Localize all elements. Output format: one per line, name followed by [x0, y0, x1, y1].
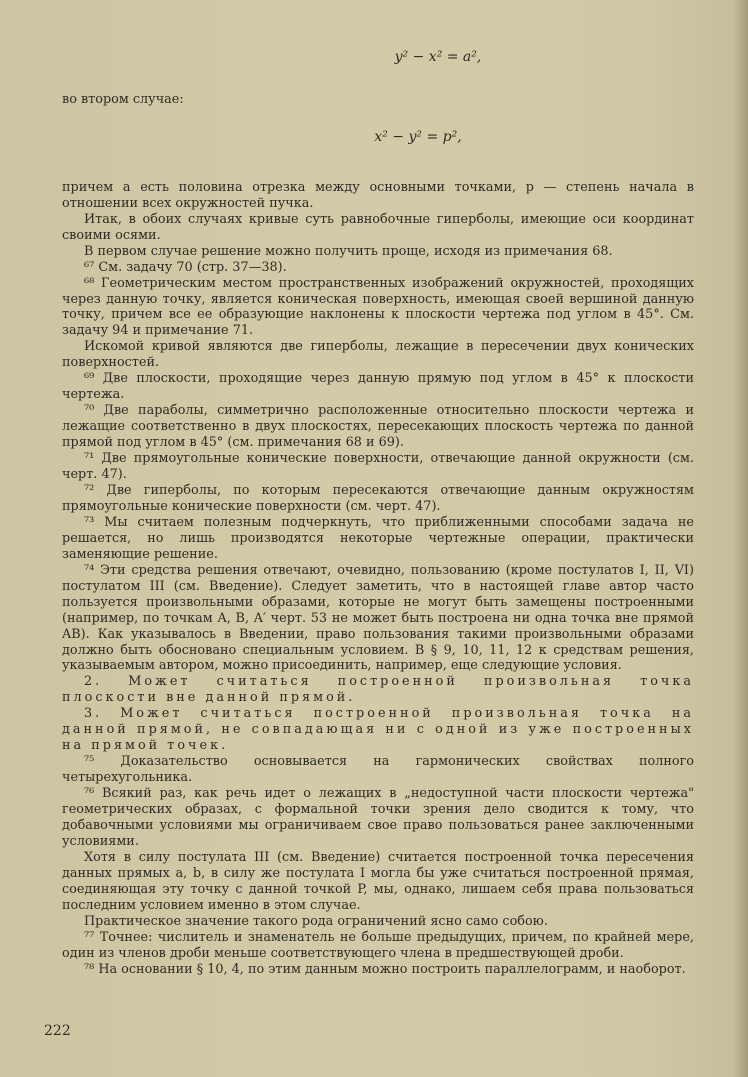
condition-2: 2. Может считаться построенной произвольная точка плоскости вне данной прямой.: [62, 674, 694, 706]
footnote-74: ⁷⁴ Эти средства решения отвечают, очевидно, пользованию (кроме постулатов I, II, VI) постулатом III (см. Введение). Следует заметить, что в настоящей главе автор часто пользуется произвольными образами, которые не могут быть замещены построенными (например, по точкам A, B, A′ черт. 53 не может быть построена ни одна точка вне прямой AB). Как указывалось в Введении, право пользования такими произвольными образами должно быть обосновано специальным условием. В § 9, 10, 11, 12 к средствам решения, указываемым автором, можно присоединить, например, еще следующие условия.: [62, 562, 694, 674]
page-text: [62, 44, 694, 978]
formula-second-case: x² − y² = p²,: [374, 128, 462, 145]
footnote-77: ⁷⁷ Точнее: числитель и знаменатель не больше предыдущих, причем, по крайней мере, один из членов дроби меньше соответствующего члена в предшествующей дроби.: [62, 929, 694, 961]
paragraph: Итак, в обоих случаях кривые суть равнобочные гиперболы, имеющие оси координат своими осями.: [62, 211, 694, 243]
paragraph-second-case: во втором случае:: [62, 91, 184, 107]
footnote-70: ⁷⁰ Две параболы, симметрично расположенные относительно плоскости чертежа и лежащие соответственно в двух плоскостях, пересекающих плоскость чертежа по данной прямой под углом в 45° (см. примечания 68 и 69).: [62, 403, 694, 451]
paragraph: Искомой кривой являются две гиперболы, лежащие в пересечении двух конических поверхностей.: [62, 339, 694, 371]
paragraph: В первом случае решение можно получить проще, исходя из примечания 68.: [84, 243, 613, 259]
paragraph: Хотя в силу постулата III (см. Введение) считается построенной точка пересечения данных прямых a, b, в силу же постулата I могла бы уже считаться построенной прямая, соединяющая эту точку с данной точкой P, мы, однако, лишаем себя права пользоваться последним условием именно в этом случае.: [62, 849, 694, 913]
footnote-68: ⁶⁸ Геометрическим местом пространственных изображений окружностей, проходящих через данную точку, является коническая поверхность, имеющая своей вершиной данную точку, причем все ее образующие наклонены к плоскости чертежа под углом в 45°. См. задачу 94 и примечание 71.: [62, 275, 694, 339]
footnote-76: ⁷⁶ Всякий раз, как речь идет о лежащих в „недоступной части плоскости чертежа" геометрических образах, с формальной точки зрения дело сводится к тому, что добавочными условиями мы ограничиваем свое право пользоваться ранее заключенными условиями.: [62, 786, 694, 849]
footnote-78: ⁷⁸ На основании § 10, 4, по этим данным можно построить параллелограмм, и наоборот.: [84, 961, 686, 977]
formula-first-case: y² − x² = a²,: [394, 49, 482, 65]
footnote-72: ⁷² Две гиперболы, по которым пересекаются отвечающие данным окружностям прямоугольные конические поверхности (см. черт. 47).: [62, 482, 694, 514]
paragraph: Практическое значение такого рода ограничений ясно само собою.: [84, 913, 548, 929]
paragraph: причем a есть половина отрезка между основными точками, p — степень начала в отношении всех окружностей пучка.: [62, 179, 694, 211]
footnote-73: ⁷³ Мы считаем полезным подчеркнуть, что приближенными способами задача не решается, но лишь производятся некоторые чертежные операции, практически заменяющие решение.: [62, 514, 694, 562]
page-number: 222: [44, 1023, 71, 1039]
page-edge-shadow: [734, 0, 748, 1077]
footnote-71: ⁷¹ Две прямоугольные конические поверхности, отвечающие данной окружности (см. черт. 47).: [62, 451, 694, 483]
condition-3: 3. Может считаться построенной произвольная точка на данной прямой, не совпадающая ни с одной из уже построенных на прямой точек.: [62, 706, 694, 754]
footnote-69: ⁶⁹ Две плоскости, проходящие через данную прямую под углом в 45° к плоскости чертежа.: [62, 371, 694, 403]
footnote-67: ⁶⁷ См. задачу 70 (стр. 37—38).: [84, 259, 287, 275]
footnote-75: ⁷⁵ Доказательство основывается на гармонических свойствах полного четырехугольника.: [62, 754, 694, 786]
